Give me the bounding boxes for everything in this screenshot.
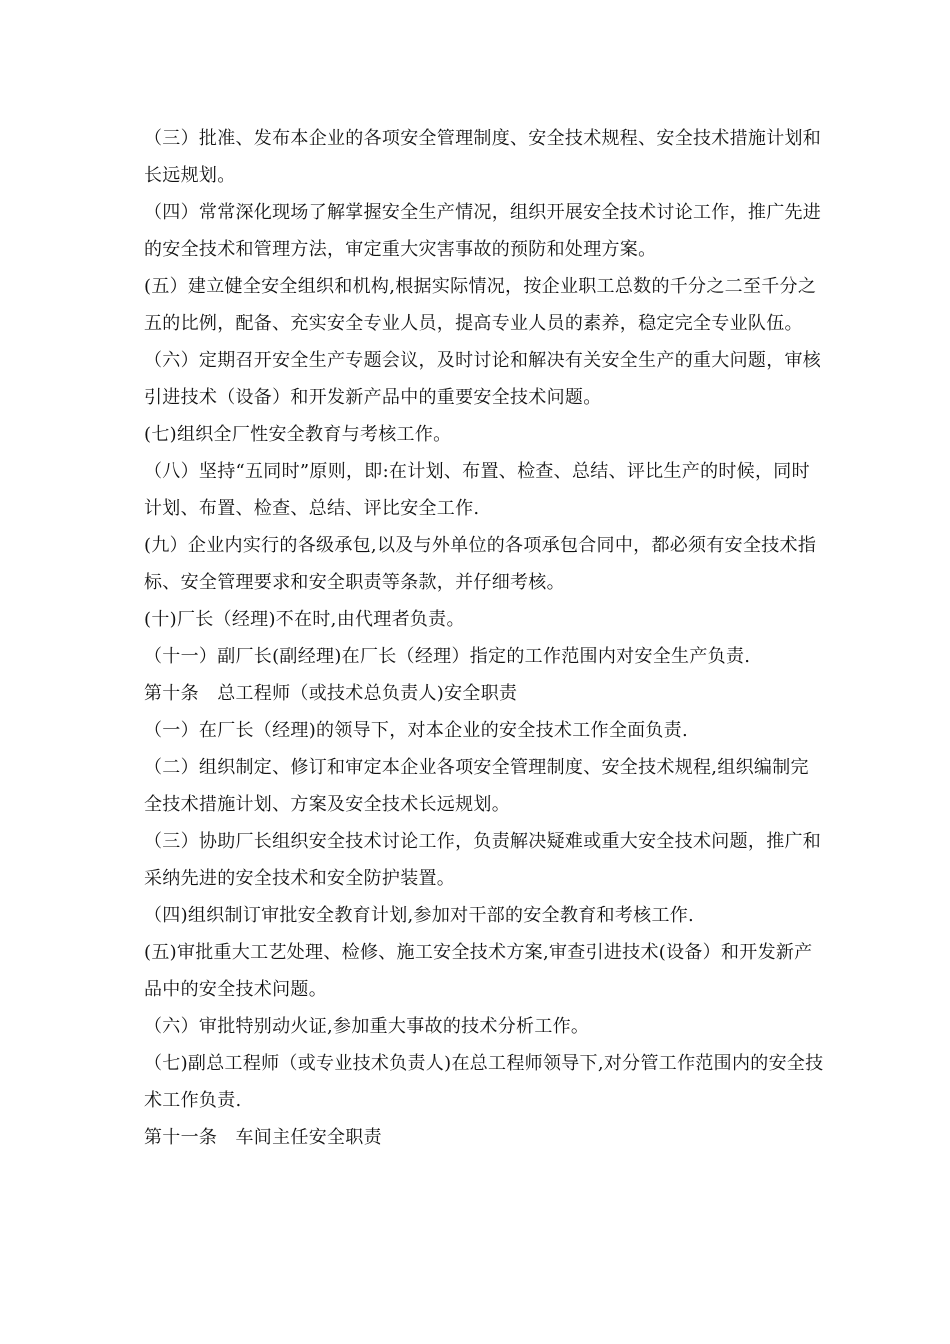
paragraph-15: (五)审批重大工艺处理、检修、施工安全技术方案,审查引进技术(设备）和开发新产品中的安全技术问题。: [144, 942, 813, 1000]
paragraph-4: （六）定期召开安全生产专题会议，及时讨论和解决有关安全生产的重大问题，审核引进技术（设备）和开发新产品中的重要安全技术问题。: [144, 350, 822, 408]
paragraph-14: （四)组织制订审批安全教育计划,参加对干部的安全教育和考核工作.: [144, 905, 695, 926]
paragraph-2: （四）常常深化现场了解掌握安全生产情况，组织开展安全技术讨论工作，推广先进的安全技术和管理方法，审定重大灾害事故的预防和处理方案。: [144, 202, 822, 260]
paragraph-3: (五）建立健全安全组织和机构,根据实际情况，按企业职工总数的千分之二至千分之五的比例，配备、充实安全专业人员，提高专业人员的素养，稳定完全专业队伍。: [144, 276, 817, 334]
paragraph-5: (七)组织全厂性安全教育与考核工作。: [144, 424, 452, 445]
paragraph-9: （十一）副厂长(副经理)在厂长（经理）指定的工作范围内对安全生产负责.: [144, 646, 751, 667]
paragraph-8: (十)厂长（经理)不在时,由代理者负责。: [144, 609, 465, 630]
paragraph-6: （八）坚持“五同时”原则，即:在计划、布置、检查、总结、评比生产的时候，同时计划、布置、检查、总结、评比安全工作.: [144, 461, 810, 519]
paragraph-7: (九）企业内实行的各级承包,以及与外单位的各项承包合同中，都必须有安全技术指标、安全管理要求和安全职责等条款，并仔细考核。: [144, 535, 817, 593]
paragraph-12: （二）组织制定、修订和审定本企业各项安全管理制度、安全技术规程,组织编制完全技术措施计划、方案及安全技术长远规划。: [144, 757, 809, 815]
paragraph-11: （一）在厂长（经理)的领导下，对本企业的安全技术工作全面负责.: [144, 720, 689, 741]
paragraph-16: （六）审批特别动火证,参加重大事故的技术分析工作。: [144, 1016, 590, 1037]
paragraph-13: （三）协助厂长组织安全技术讨论工作，负责解决疑难或重大安全技术问题，推广和采纳先进的安全技术和安全防护装置。: [144, 831, 822, 889]
paragraph-17: （七)副总工程师（或专业技术负责人)在总工程师领导下,对分管工作范围内的安全技术工作负责.: [144, 1053, 824, 1111]
section-heading-article-11: 第十一条 车间主任安全职责: [144, 1127, 382, 1148]
document-body: [144, 120, 824, 1156]
section-heading-article-10: 第十条 总工程师（或技术总负责人)安全职责: [144, 683, 518, 704]
paragraph-1: （三）批准、发布本企业的各项安全管理制度、安全技术规程、安全技术措施计划和长远规划。: [144, 128, 822, 186]
